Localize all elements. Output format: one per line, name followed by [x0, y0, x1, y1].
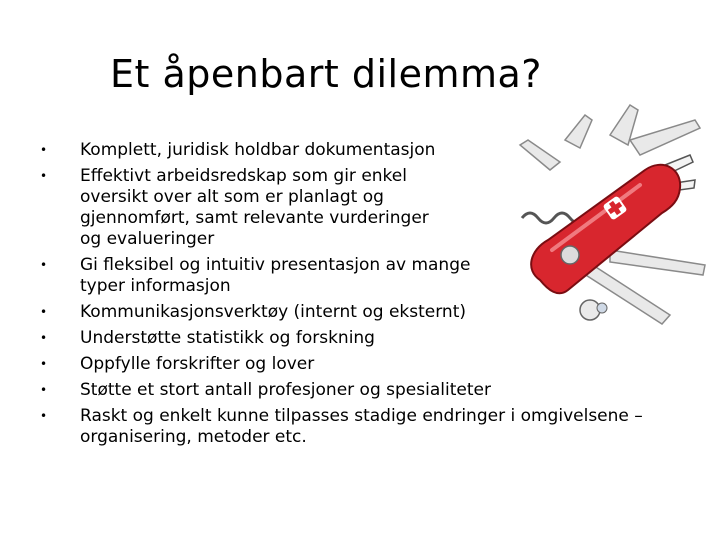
bullet-marker: • [40, 169, 48, 183]
bullet-marker: • [40, 383, 48, 397]
list-item [40, 302, 680, 323]
bullet-text: Oppfylle forskrifter og lover [80, 354, 315, 374]
list-item [40, 255, 680, 297]
bullet-marker: • [40, 409, 48, 423]
bullet-text: Kommunikasjonsverktøy (internt og eksternt) [80, 302, 466, 322]
bullet-marker: • [40, 258, 48, 272]
bullet-text: Understøtte statistikk og forskning [80, 328, 375, 348]
bullet-text: Støtte et stort antall profesjoner og spesialiteter [80, 380, 491, 400]
bullet-marker: • [40, 331, 48, 345]
list-item [40, 380, 680, 401]
list-item [40, 140, 680, 161]
list-item [40, 354, 680, 375]
list-item [40, 328, 680, 349]
slide-title: Et åpenbart dilemma? [110, 52, 542, 96]
bullet-marker: • [40, 143, 48, 157]
list-item [40, 406, 680, 448]
bullet-list [40, 140, 680, 453]
bullet-text: Raskt og enkelt kunne tilpasses stadige endringer i omgivelsene – organisering, metoder etc. [80, 406, 643, 447]
bullet-text: Effektivt arbeidsredskap som gir enkel oversikt over alt som er planlagt og gjennomført, samt relevante vurderinger og evalueringer [80, 166, 429, 249]
bullet-marker: • [40, 305, 48, 319]
bullet-marker: • [40, 357, 48, 371]
bullet-text: Komplett, juridisk holdbar dokumentasjon [80, 140, 436, 160]
list-item [40, 166, 680, 250]
bullet-text: Gi fleksibel og intuitiv presentasjon av mange typer informasjon [80, 255, 471, 296]
